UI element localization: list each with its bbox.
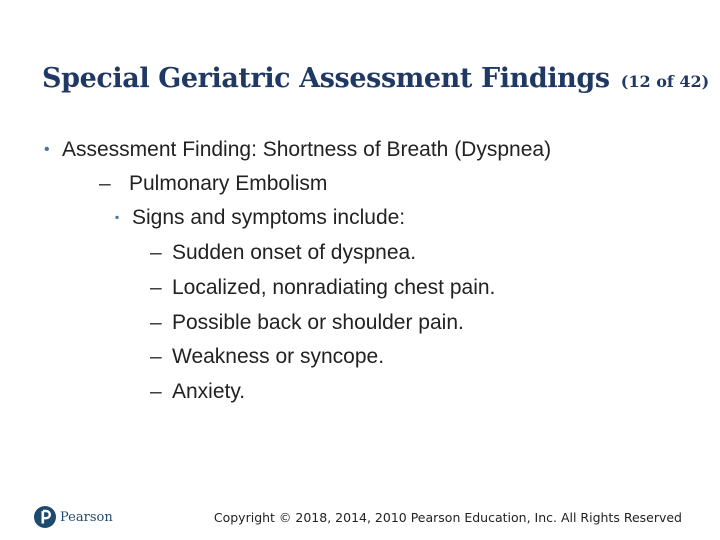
- symptom-item: [150, 345, 384, 369]
- slide-counter: (12 of 42): [620, 72, 710, 91]
- symptom-item-text: Weakness or syncope.: [172, 345, 385, 368]
- pearson-wordmark: Pearson: [60, 509, 113, 525]
- dash-bullet-icon: –: [99, 172, 111, 195]
- symptom-item-text: Localized, nonradiating chest pain.: [172, 276, 496, 299]
- pearson-logo-glyph: [34, 506, 56, 528]
- symptom-item-text: Anxiety.: [172, 380, 246, 403]
- round-bullet-icon: •: [44, 141, 50, 158]
- slide-title: [42, 63, 709, 94]
- symptom-item: [150, 380, 245, 404]
- symptom-item: [150, 311, 464, 335]
- dash-bullet-icon: –: [150, 276, 162, 299]
- copyright-notice: Copyright © 2018, 2014, 2010 Pearson Education, Inc. All Rights Reserved: [213, 510, 682, 525]
- bullet-level1-text: Assessment Finding: Shortness of Breath (Dyspnea): [62, 138, 552, 161]
- pearson-logo-icon: [34, 506, 56, 528]
- bullet-level3: [115, 206, 405, 230]
- bullet-level2: [99, 172, 327, 196]
- bullet-level3-text: Signs and symptoms include:: [132, 206, 406, 229]
- pearson-logo: [34, 506, 113, 528]
- symptom-item-text: Possible back or shoulder pain.: [172, 311, 464, 334]
- slide-title-text: Special Geriatric Assessment Findings: [42, 63, 610, 94]
- symptom-item: [150, 241, 416, 265]
- bullet-level2-text: Pulmonary Embolism: [129, 172, 328, 195]
- dash-bullet-icon: –: [150, 380, 162, 403]
- symptom-item: [150, 276, 495, 300]
- square-bullet-icon: ▪: [115, 210, 120, 224]
- bullet-level1: [44, 138, 551, 162]
- symptom-item-text: Sudden onset of dyspnea.: [172, 241, 417, 264]
- dash-bullet-icon: –: [150, 241, 162, 264]
- dash-bullet-icon: –: [150, 311, 162, 334]
- dash-bullet-icon: –: [150, 345, 162, 368]
